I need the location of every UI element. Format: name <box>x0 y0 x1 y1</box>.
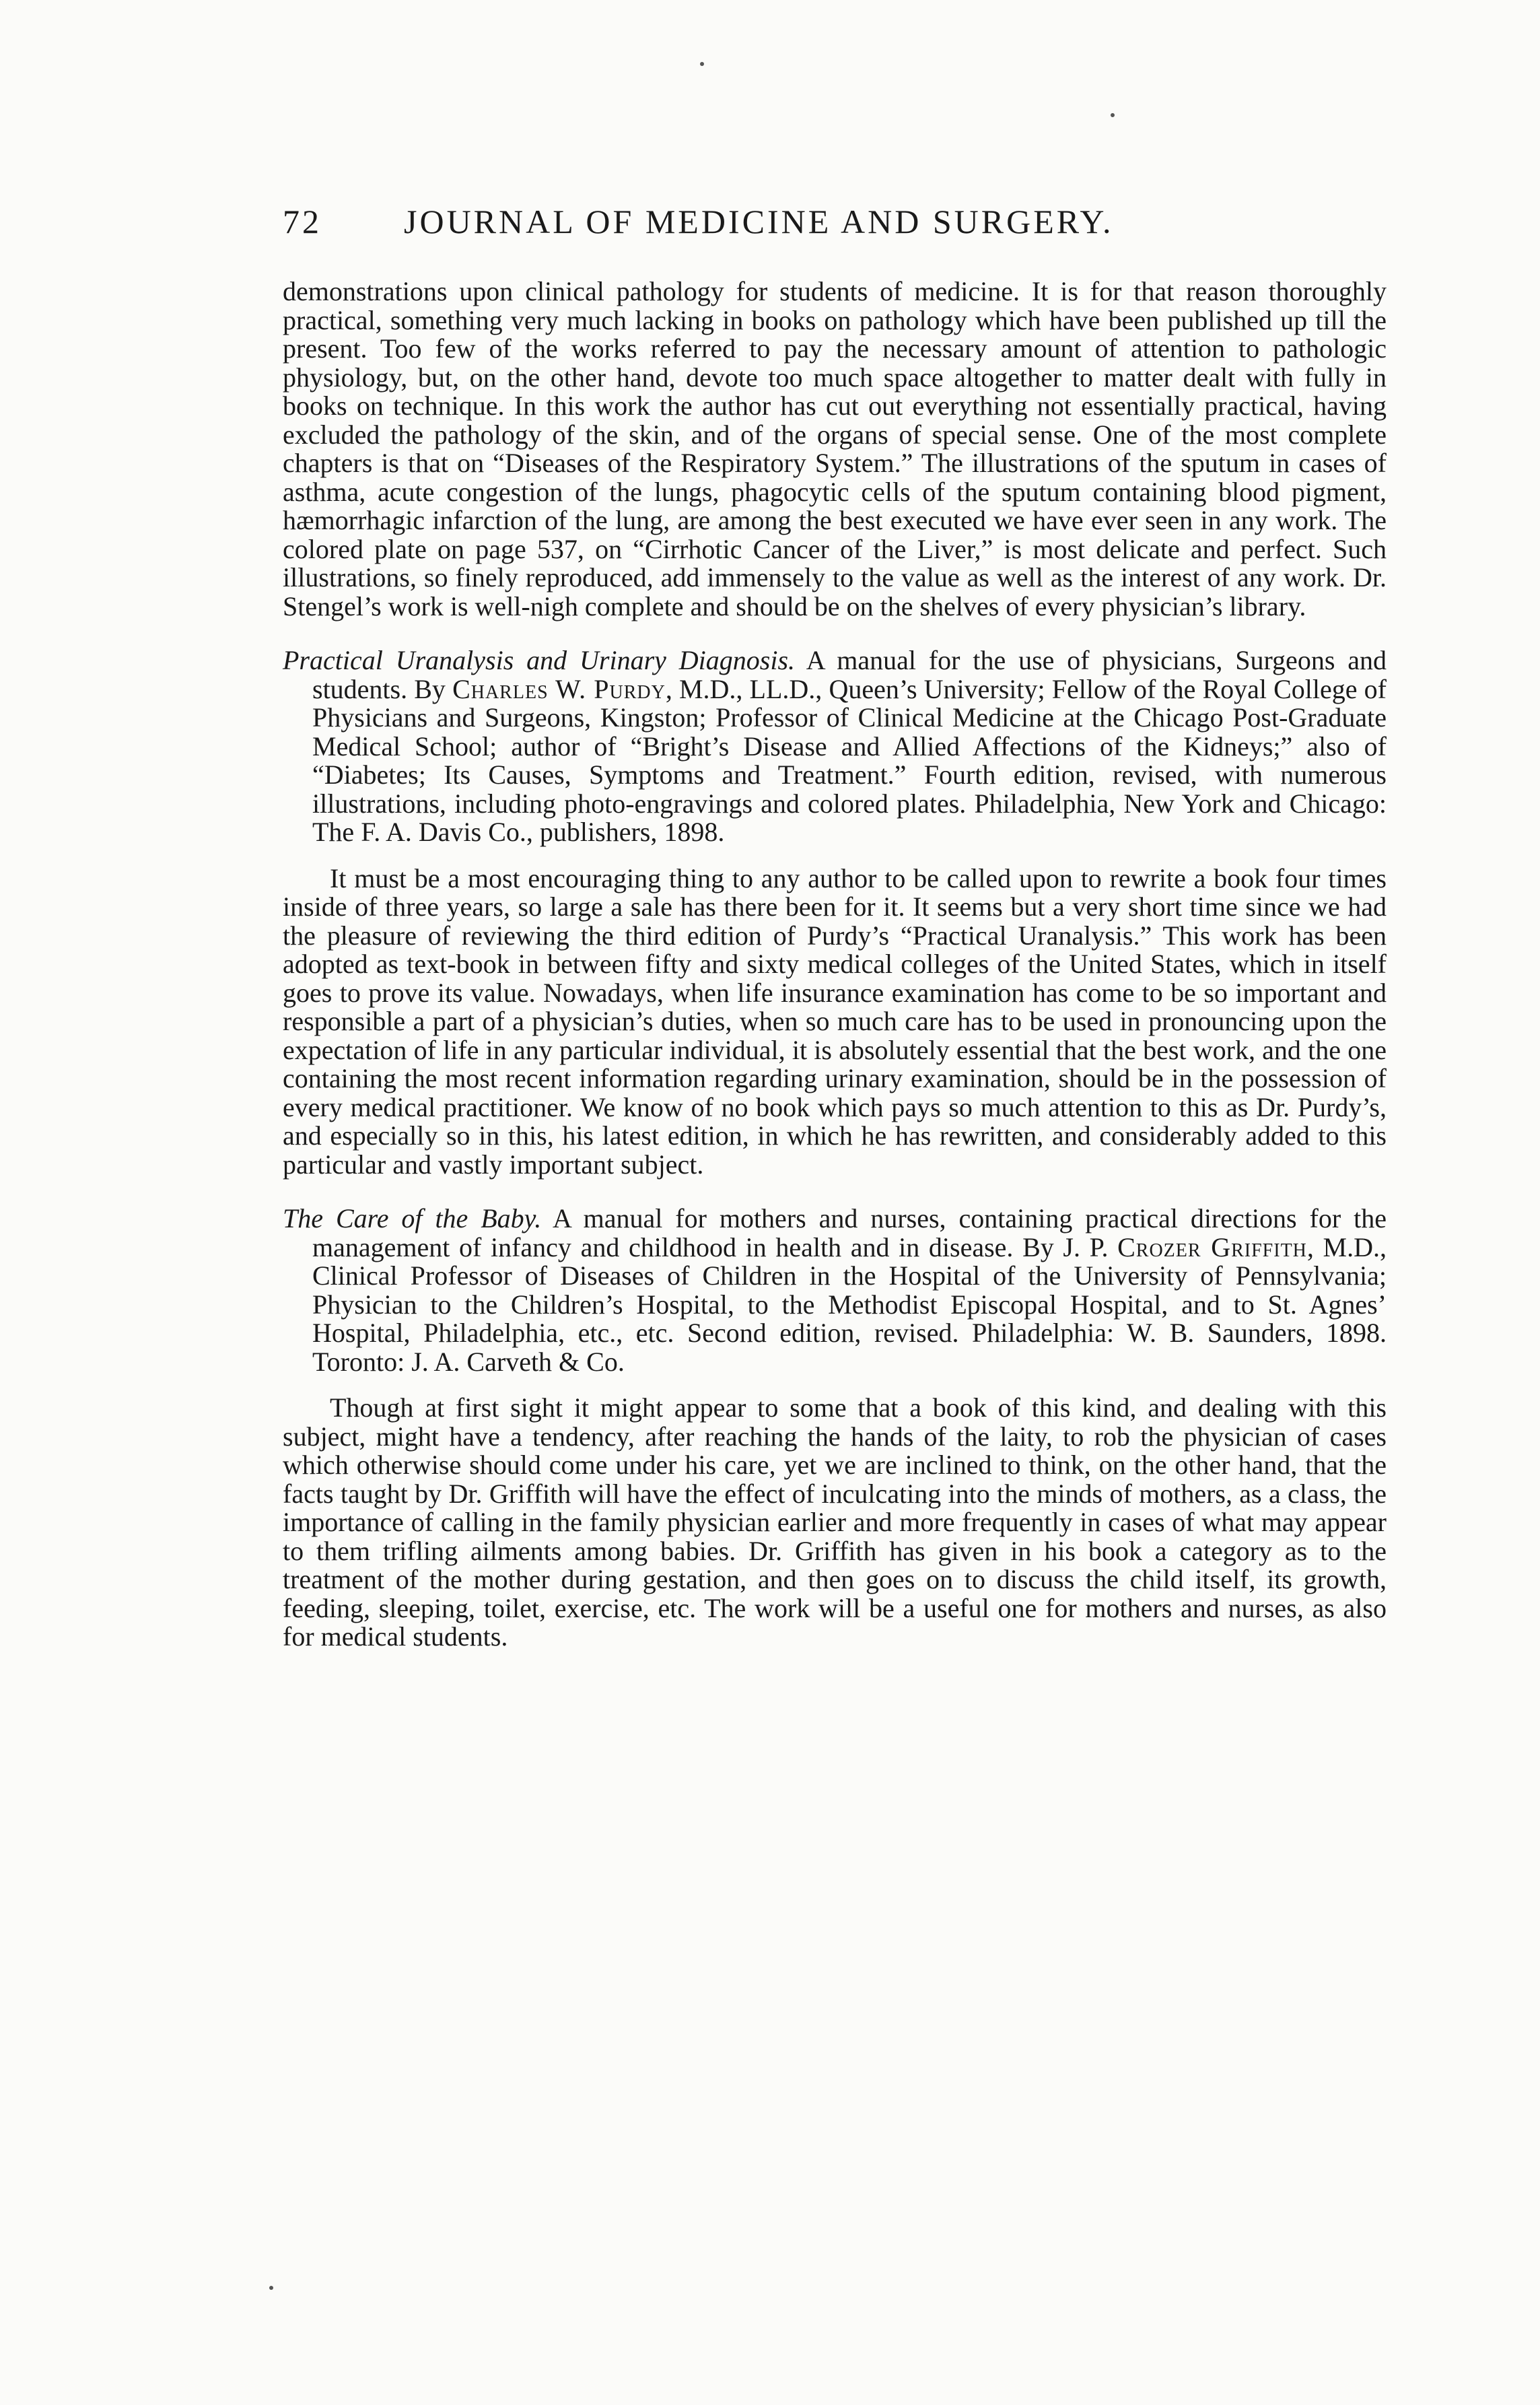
book-description: , M.D., LL.D., Queen’s University; Fellow of the Royal College of Physicians and Surgeons, Kingston; Professor of Clinical Medicine at the Chicago Post-Graduate Medical School; author of “Bright’s Disease and Allied Affections of the Kidneys;” also of “Diabetes; Its Causes, Symptoms and Treatment.” Fourth edition, revised, with numerous illustrations, including photo-engravings and colored plates. Philadelphia, New York and Chicago: The F. A. Davis Co., publishers, 1898. <box>312 673 1387 847</box>
book-description: A manual for mothers and nurses, containing practical directions for the management of infancy and childhood in health and in disease. By J. P. <box>312 1203 1387 1262</box>
book-citation <box>283 646 1387 847</box>
book-title: The Care of the Baby. <box>283 1203 542 1233</box>
book-author: Charles W. Purdy <box>452 673 666 704</box>
review-body: Though at first sight it might appear to some that a book of this kind, and dealing with this subject, might have a tendency, after reaching the hands of the laity, to rob the physician of cases which otherwise should come under his care, yet we are inclined to think, on the other hand, that the facts taught by Dr. Griffith will have the effect of inculcating into the minds of mothers, as a class, the importance of calling in the family physician earlier and more frequently in cases of what may appear to them trifling ailments among babies. Dr. Griffith has given in his book a category as to the treatment of the mother during gestation, and then goes on to discuss the child itself, its growth, feeding, sleeping, toilet, exercise, etc. The work will be a useful one for mothers and nurses, as also for medical students. <box>283 1392 1387 1652</box>
journal-title: JOURNAL OF MEDICINE AND SURGERY. <box>404 203 1114 240</box>
book-title: Practical Uranalysis and Urinary Diagnosis. <box>283 645 796 675</box>
scan-speck <box>269 2286 273 2290</box>
book-author: Crozer Griffith <box>1117 1231 1307 1262</box>
book-description: , M.D., Clinical Professor of Diseases of Children in the Hospital of the University of Pennsylvania; Physician to the Children’s Hospital, to the Methodist Episcopal Hospital, and to St. Agnes’ Hospital, Philadelphia, etc., etc. Second edition, revised. Philadelphia: W. B. Saunders, 1898. Toronto: J. A. Carveth & Co. <box>312 1231 1387 1377</box>
review-entry <box>283 1205 1387 1652</box>
journal-page <box>283 202 1387 1652</box>
book-citation <box>283 1205 1387 1376</box>
review-body: It must be a most encouraging thing to any author to be called upon to rewrite a book four times inside of three years, so large a sale has there been for it. It seems but a very short time since we had the pleasure of reviewing the third edition of Purdy’s “Practical Uranalysis.” This work has been adopted as text-book in between fifty and sixty medical colleges of the United States, which in itself goes to prove its value. Nowadays, when life insurance examination has come to be so important and responsible a part of a physician’s duties, when so much care has to be used in pronouncing upon the expectation of life in any particular individual, it is absolutely essential that the best work, and the one containing the most recent information regarding urinary examination, should be in the possession of every medical practitioner. We know of no book which pays so much attention to this as Dr. Purdy’s, and especially so in this, his latest edition, in which he has rewritten, and considerably added to this particular and vastly important subject. <box>283 862 1387 1180</box>
scan-speck <box>700 62 704 66</box>
book-description: A manual for the use of physicians, Surgeons and students. By <box>312 645 1387 704</box>
scan-speck <box>1111 113 1115 117</box>
review-entry <box>283 646 1387 1179</box>
page-number: 72 <box>283 203 322 240</box>
continued-review-paragraph: demonstrations upon clinical pathology for students of medicine. It is for that reason thoroughly practical, something very much lacking in books on pathology which have been published up till the present. Too few of the works referred to pay the necessary amount of attention to pathologic physiology, but, on the other hand, devote too much space altogether to matter dealt with fully in books on technique. In this work the author has cut out everything not essentially practical, having excluded the pathology of the skin, and of the organs of special sense. One of the most complete chapters is that on “Diseases of the Respiratory System.” The illustrations of the sputum in cases of asthma, acute congestion of the lungs, phagocytic cells of the sputum containing blood pigment, hæmorrhagic infarction of the lung, are among the best executed we have ever seen in any work. The colored plate on page 537, on “Cirrhotic Cancer of the Liver,” is most delicate and perfect. Such illustrations, so finely reproduced, add immensely to the value as well as the interest of any work. Dr. Stengel’s work is well-nigh complete and should be on the shelves of every physician’s library. <box>283 276 1387 621</box>
running-head <box>283 202 1387 241</box>
